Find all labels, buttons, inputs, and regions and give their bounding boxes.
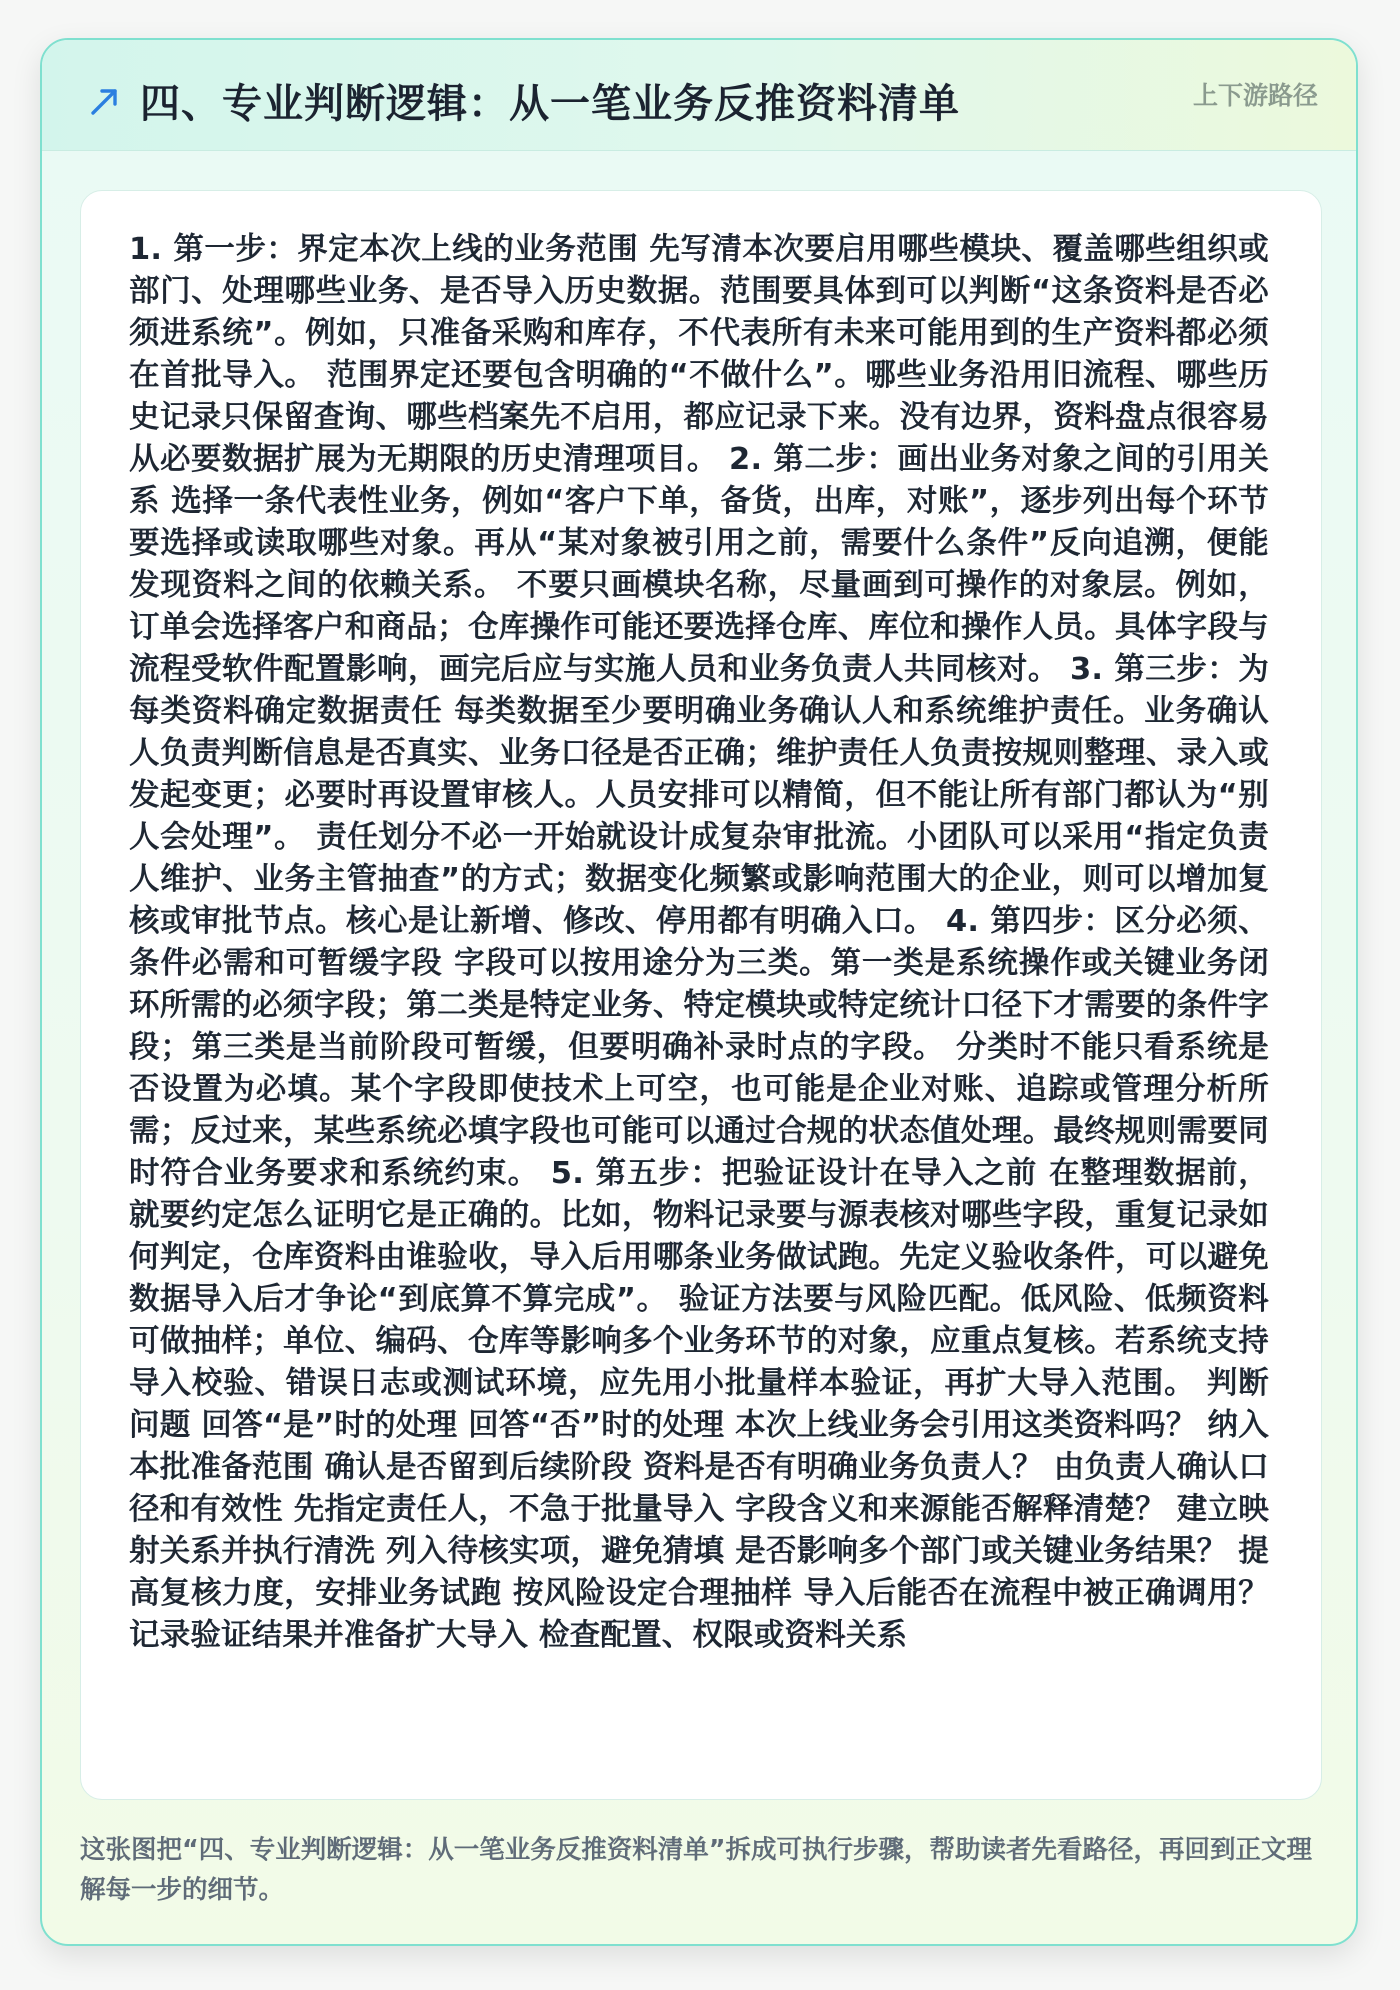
step-card: [40, 38, 1358, 1946]
page-title: 四、专业判断逻辑：从一笔业务反推资料清单: [140, 81, 960, 127]
card-header: [42, 40, 1356, 151]
body-text: 1. 第一步：界定本次上线的业务范围 先写清本次要启用哪些模块、覆盖哪些组织或部门、处理哪些业务、是否导入历史数据。范围要具体到可以判断“这条资料是否必须进系统”。例如，只准备采购和库存，不代表所有未来可能用到的生产资料都必须在首批导入。 范围界定还要包含明确的“不做什么”。哪些业务沿用旧流程、哪些历史记录只保留查询、哪些档案先不启用，都应记录下来。没有边界，资料盘点很容易从必要数据扩展为无期限的历史清理项目。 2. 第二步：画出业务对象之间的引用关系 选择一条代表性业务，例如“客户下单，备货，出库，对账”，逐步列出每个环节要选择或读取哪些对象。再从“某对象被引用之前，需要什么条件”反向追溯，便能发现资料之间的依赖关系。 不要只画模块名称，尽量画到可操作的对象层。例如，订单会选择客户和商品；仓库操作可能还要选择仓库、库位和操作人员。具体字段与流程受软件配置影响，画完后应与实施人员和业务负责人共同核对。 3. 第三步：为每类资料确定数据责任 每类数据至少要明确业务确认人和系统维护责任。业务确认人负责判断信息是否真实、业务口径是否正确；维护责任人负责按规则整理、录入或发起变更；必要时再设置审核人。人员安排可以精简，但不能让所有部门都认为“别人会处理”。 责任划分不必一开始就设计成复杂审批流。小团队可以采用“指定负责人维护、业务主管抽查”的方式；数据变化频繁或影响范围大的企业，则可以增加复核或审批节点。核心是让新增、修改、停用都有明确入口。 4. 第四步：区分必须、条件必需和可暂缓字段 字段可以按用途分为三类。第一类是系统操作或关键业务闭环所需的必须字段；第二类是特定业务、特定模块或特定统计口径下才需要的条件字段；第三类是当前阶段可暂缓，但要明确补录时点的字段。 分类时不能只看系统是否设置为必填。某个字段即使技术上可空，也可能是企业对账、追踪或管理分析所需；反过来，某些系统必填字段也可能可以通过合规的状态值处理。最终规则需要同时符合业务要求和系统约束。 5. 第五步：把验证设计在导入之前 在整理数据前，就要约定怎么证明它是正确的。比如，物料记录要与源表核对哪些字段，重复记录如何判定，仓库资料由谁验收，导入后用哪条业务做试跑。先定义验收条件，可以避免数据导入后才争论“到底算不算完成”。 验证方法要与风险匹配。低风险、低频资料可做抽样；单位、编码、仓库等影响多个业务环节的对象，应重点复核。若系统支持导入校验、错误日志或测试环境，应先用小批量样本验证，再扩大导入范围。 判断问题 回答“是”时的处理 回答“否”时的处理 本次上线业务会引用这类资料吗？ 纳入本批准备范围 确认是否留到后续阶段 资料是否有明确业务负责人？ 由负责人确认口径和有效性 先指定责任人，不急于批量导入 字段含义和来源能否解释清楚？ 建立映射关系并执行清洗 列入待核实项，避免猜填 是否影响多个部门或关键业务结果？ 提高复核力度，安排业务试跑 按风险设定合理抽样 导入后能否在流程中被正确调用？ 记录验证结果并准备扩大导入 检查配置、权限或资料关系: [129, 232, 1269, 1653]
content-panel: [80, 190, 1322, 1800]
figure-caption: 这张图把“四、专业判断逻辑：从一笔业务反推资料清单”拆成可执行步骤，帮助读者先看路径，再回到正文理解每一步的细节。: [80, 1835, 1313, 1905]
trend-arrow-icon: [88, 84, 122, 118]
route-label: 上下游路径: [1192, 81, 1318, 110]
